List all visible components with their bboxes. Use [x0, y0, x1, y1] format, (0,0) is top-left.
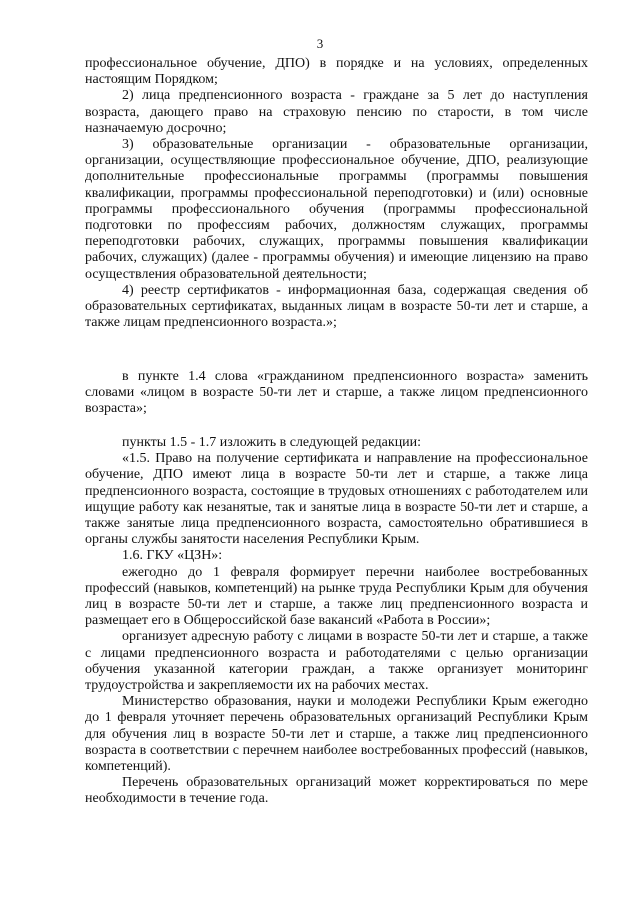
paragraph-item-1-5: «1.5. Право на получение сертификата и направление на профессиональное обучение, ДПО имеют лица в возрасте 50-ти лет и старше, а также лица предпенсионного возраста, состоящие в трудовых отношениях с работодателем или ищущие работу как незанятые, так и занятые лица в возрасте 50-ти лет и старше, а также занятые лица предпенсионного возраста, самостоятельно обратившиеся в органы службы занятости населения Республики Крым. [85, 451, 588, 548]
paragraph-item-1-6: 1.6. ГКУ «ЦЗН»: [122, 548, 223, 564]
paragraph-continuation: профессиональное обучение, ДПО) в порядке и на условиях, определенных настоящим Порядком; [85, 56, 588, 88]
paragraph-item-1-6-a: ежегодно до 1 февраля формирует перечни наиболее востребованных профессий (навыков, компетенций) на рынке труда Республики Крым для обучения лиц в возрасте 50-ти лет и старше, а также лиц предпенсионного возраста и размещает его в Общероссийской базе вакансий «Работа в России»; [85, 564, 588, 629]
paragraph-ministry: Министерство образования, науки и молодежи Республики Крым ежегодно до 1 февраля уточняет перечень образовательных организаций Республики Крым для обучения лиц в возрасте 50-ти лет и старше, а также лиц предпенсионного возраста в соответствии с перечнем наиболее востребованных профессий (навыков, компетенций). [85, 694, 588, 775]
text-block-2 [85, 369, 588, 418]
page-number: 3 [316, 36, 324, 51]
paragraph-items-intro: пункты 1.5 - 1.7 изложить в следующей редакции: [122, 435, 422, 450]
paragraph-definition-4: 4) реестр сертификатов - информационная база, содержащая сведения об образовательных сертификатах, выданных лицам в возрасте 50-ти лет и старше, а также лицам предпенсионного возраста.»; [85, 282, 588, 331]
paragraph-definition-3: 3) образовательные организации - образовательные организации, организации, осуществляющие профессиональное обучение, ДПО, реализующие дополнительные профессиональные программы (программы повышения квалификации, программы профессиональной переподготовки) и (или) основные программы профессионального обучения (программы профессиональной подготовки по профессиям рабочих, должностям служащих, программы переподготовки рабочих, служащих, программы повышения квалификации рабочих, служащих) (далее - программы обучения) и имеющие лицензию на право осуществления образовательной деятельности; [85, 137, 588, 282]
paragraph-item-1-6-b: организует адресную работу с лицами в возрасте 50-ти лет и старше, а также с лицами предпенсионного возраста и работодателями с целью организации обучения указанной категории граждан, а также организует мониторинг трудоустройства и закрепляемости их на рабочих местах. [85, 629, 588, 694]
paragraph-definition-2: 2) лица предпенсионного возраста - граждане за 5 лет до наступления возраста, дающего право на страховую пенсию по старости, в том числе назначаемую досрочно; [85, 88, 588, 136]
paragraph-item-1-4: в пункте 1.4 слова «гражданином предпенсионного возраста» заменить словами «лицом в возрасте 50-ти лет и старше, а также лицом предпенсионного возраста»; [85, 369, 588, 417]
text-block-1 [85, 56, 588, 331]
paragraph-list-adjust: Перечень образовательных организаций может корректироваться по мере необходимости в течение года. [85, 775, 588, 807]
text-block-3 [85, 435, 588, 808]
